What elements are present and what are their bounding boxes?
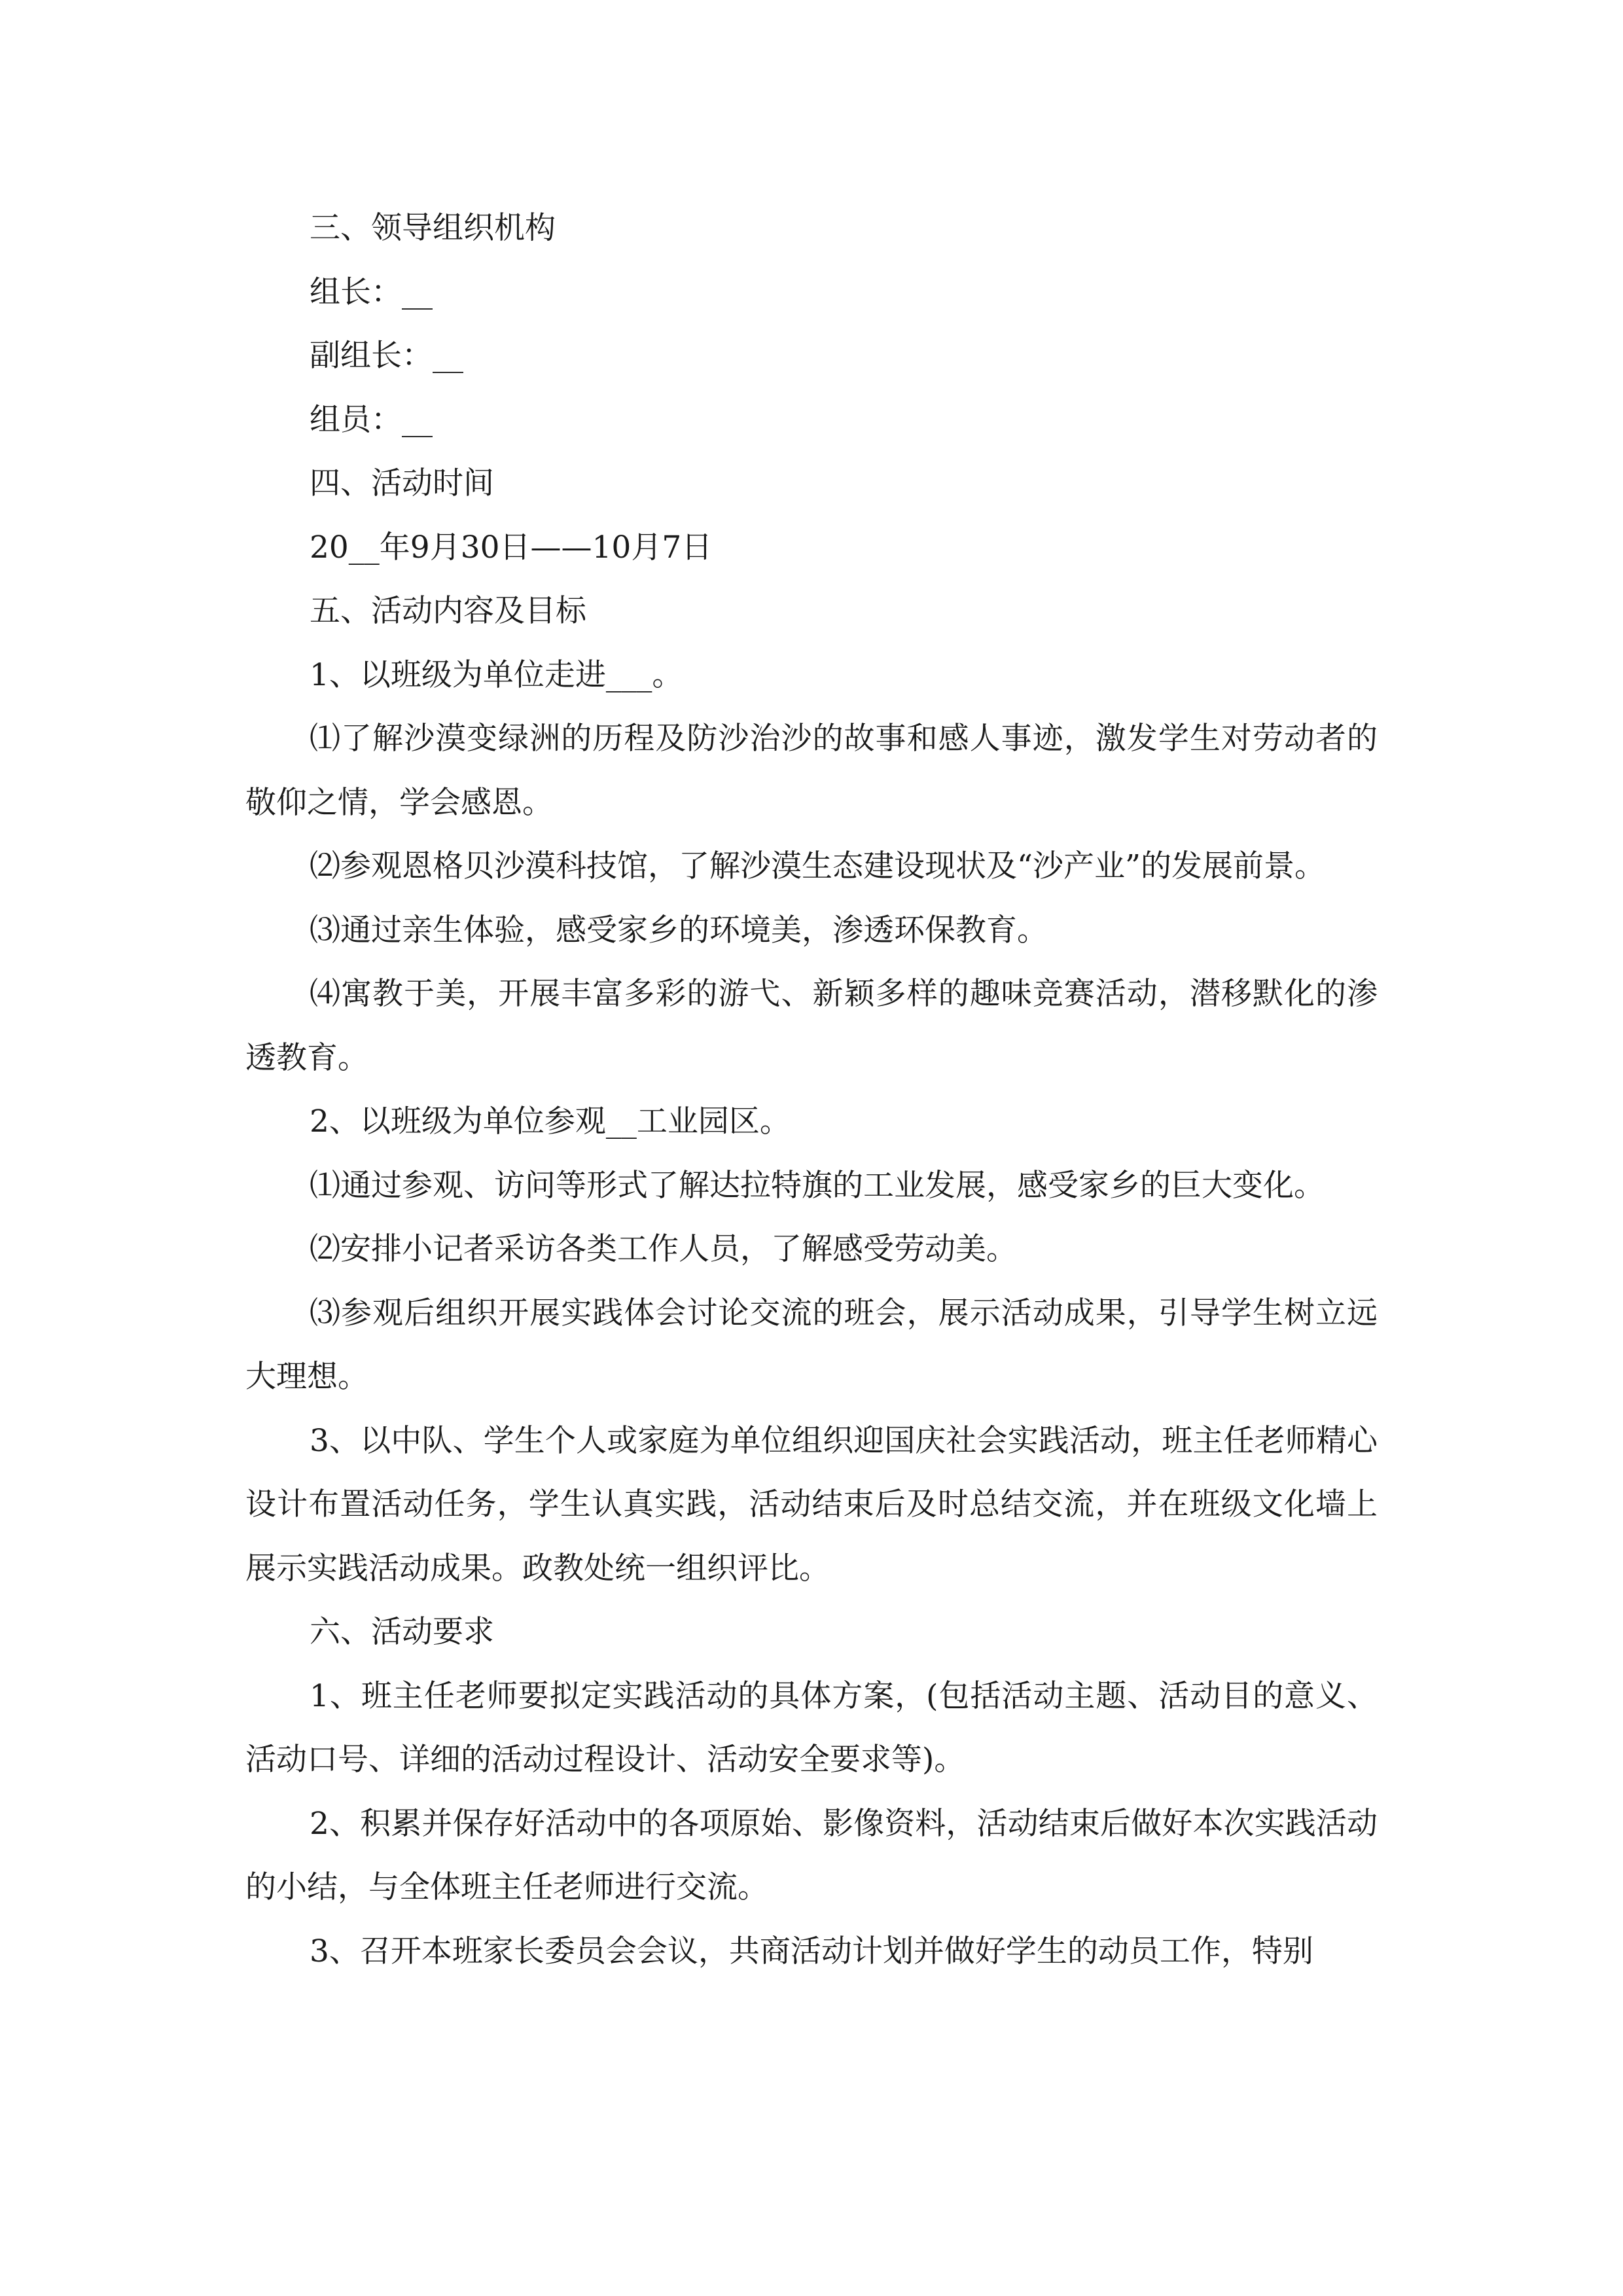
item-2-sub-3: ⑶参观后组织开展实践体会讨论交流的班会，展示活动成果，引导学生树立远大理想。 (245, 1295, 1378, 1395)
item-1-sub-2: ⑵参观恩格贝沙漠科技馆，了解沙漠生态建设现状及“沙产业”的发展前景。 (310, 848, 1326, 884)
requirement-3: 3、召开本班家长委员会会议，共商活动计划并做好学生的动员工作，特别 (310, 1933, 1313, 1969)
item-1-sub-4: ⑷寓教于美，开展丰富多彩的游弋、新颖多样的趣味竞赛活动，潜移默化的渗透教育。 (245, 976, 1378, 1076)
item-2-sub-2: ⑵安排小记者采访各类工作人员，了解感受劳动美。 (310, 1231, 1017, 1267)
item-1-heading: 1、以班级为单位走进___。 (310, 656, 683, 693)
item-3-paragraph: 3、以中队、学生个人或家庭为单位组织迎国庆社会实践活动，班主任老师精心设计布置活动任务，学生认真实践，活动结束后及时总结交流，并在班级文化墙上展示实践活动成果。政教处统一组织评比。 (245, 1422, 1378, 1587)
section-heading-time: 四、活动时间 (310, 465, 494, 501)
activity-date-line: 20__年9月30日——10月7日 (310, 529, 713, 565)
section-heading-requirements: 六、活动要求 (310, 1614, 494, 1650)
requirement-1: 1、班主任老师要拟定实践活动的具体方案，(包括活动主题、活动目的意义、活动口号、详细的活动过程设计、活动安全要求等)。 (245, 1677, 1378, 1778)
section-heading-leadership: 三、领导组织机构 (310, 210, 556, 246)
section-heading-content-goals: 五、活动内容及目标 (310, 593, 586, 629)
item-2-sub-1: ⑴通过参观、访问等形式了解达拉特旗的工业发展，感受家乡的巨大变化。 (310, 1167, 1325, 1204)
members-line: 组员：__ (310, 401, 433, 438)
document-body (245, 196, 1378, 1983)
requirement-2: 2、积累并保存好活动中的各项原始、影像资料，活动结束后做好本次实践活动的小结，与全体班主任老师进行交流。 (245, 1805, 1378, 1905)
item-1-sub-1: ⑴了解沙漠变绿洲的历程及防沙治沙的故事和感人事迹，激发学生对劳动者的敬仰之情，学会感恩。 (245, 721, 1378, 821)
leader-line: 组长：__ (310, 274, 433, 310)
deputy-leader-line: 副组长：__ (310, 338, 463, 374)
item-1-sub-3: ⑶通过亲生体验，感受家乡的环境美，渗透环保教育。 (310, 912, 1048, 948)
item-2-heading: 2、以班级为单位参观__工业园区。 (310, 1103, 791, 1139)
